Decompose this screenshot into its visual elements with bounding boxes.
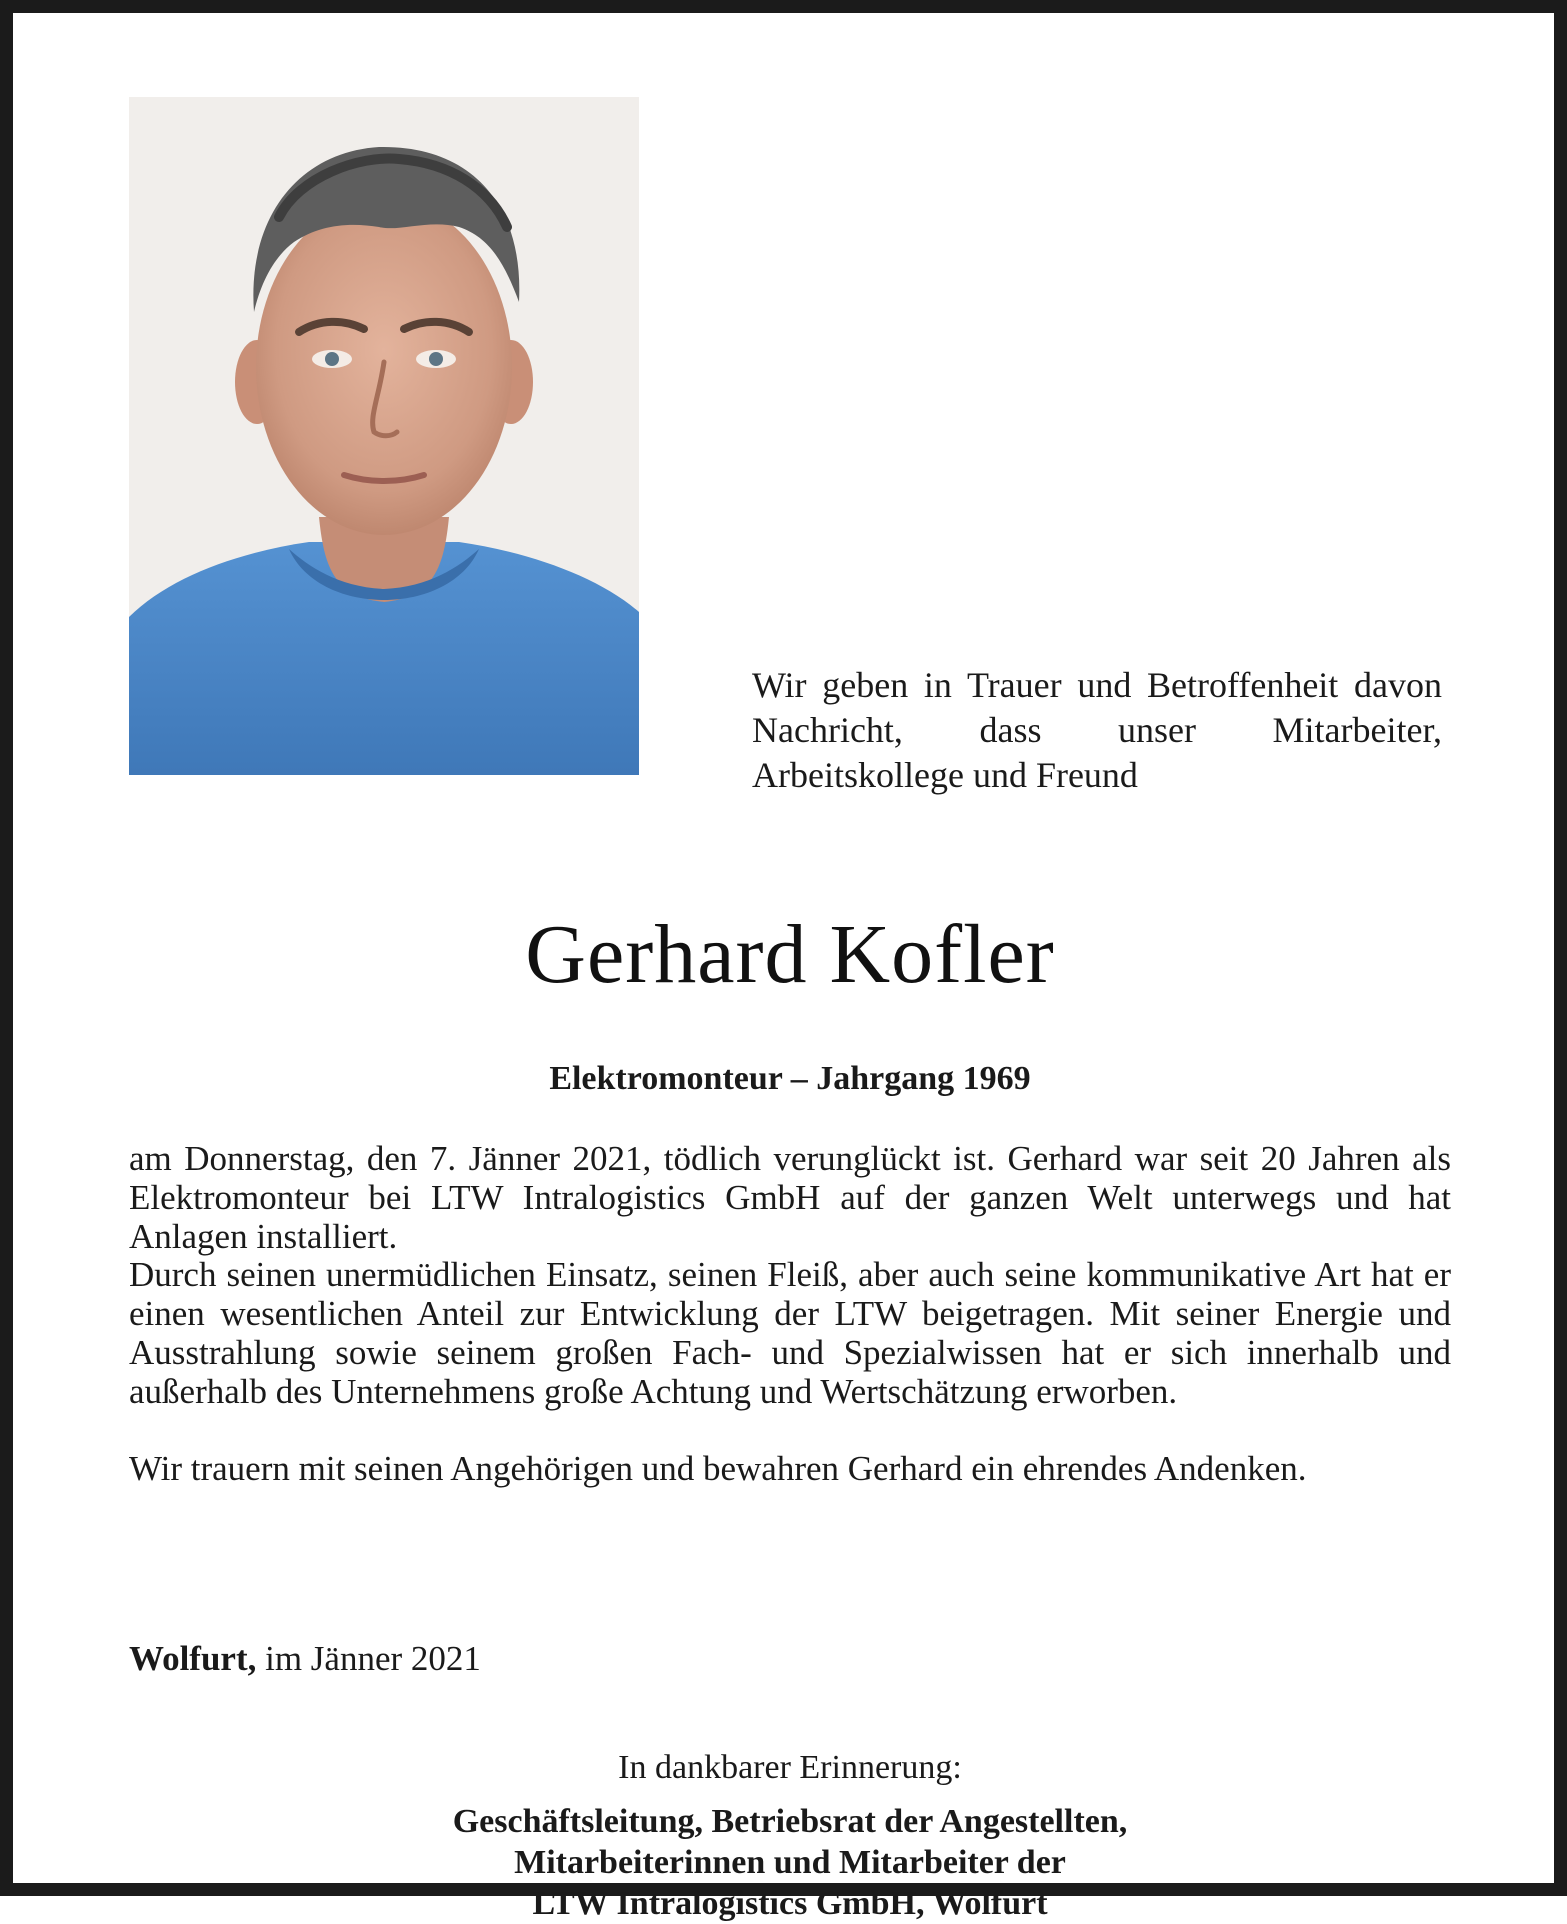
closing-org-line-1: Geschäftsleitung, Betriebsrat der Angestellten, (452, 1803, 1128, 1840)
deceased-subtitle: Elektromonteur – Jahrgang 1969 (549, 1060, 1031, 1097)
closing-block (129, 1747, 1451, 1924)
paragraph-spacer (129, 1412, 1451, 1450)
closing-org-line-2: Mitarbeiterinnen und Mitarbeiter der (514, 1844, 1066, 1881)
portrait-photo (129, 97, 639, 775)
signoff (129, 1637, 481, 1681)
signoff-date: im Jänner 2021 (265, 1639, 481, 1678)
signoff-place: Wolfurt, (129, 1639, 257, 1678)
intro-text: Wir geben in Trauer und Betroffenheit davon Nachricht, dass unser Mitarbeiter, Arbeitskollege und Freund (752, 665, 1442, 795)
deceased-name: Gerhard Kofler (525, 908, 1055, 1001)
body-paragraph-1: am Donnerstag, den 7. Jänner 2021, tödlich verunglückt ist. Gerhard war seit 20 Jahren als Elektromonteur bei LTW Intralogistics GmbH auf der ganzen Welt unterwegs und hat Anlagen installiert. (129, 1139, 1451, 1256)
closing-thanks: In dankbarer Erinnerung: (618, 1749, 962, 1786)
portrait-illustration (129, 97, 639, 775)
closing-org-line-3: LTW Intralogistics GmbH, Wolfurt (532, 1885, 1048, 1922)
body-paragraph-2: Durch seinen unermüdlichen Einsatz, seinen Fleiß, aber auch seine kommunikative Art hat er einen wesentlichen Anteil zur Entwicklung der LTW beigetragen. Mit seiner Energie und Ausstrahlung sowie seinem großen Fach- und Spezialwissen hat er sich innerhalb und außerhalb des Unternehmens große Achtung und Wertschätzung erworben. (129, 1255, 1451, 1411)
body-paragraph-3: Wir trauern mit seinen Angehörigen und bewahren Gerhard ein ehrendes Andenken. (129, 1448, 1307, 1488)
obituary-body (129, 1140, 1451, 1488)
